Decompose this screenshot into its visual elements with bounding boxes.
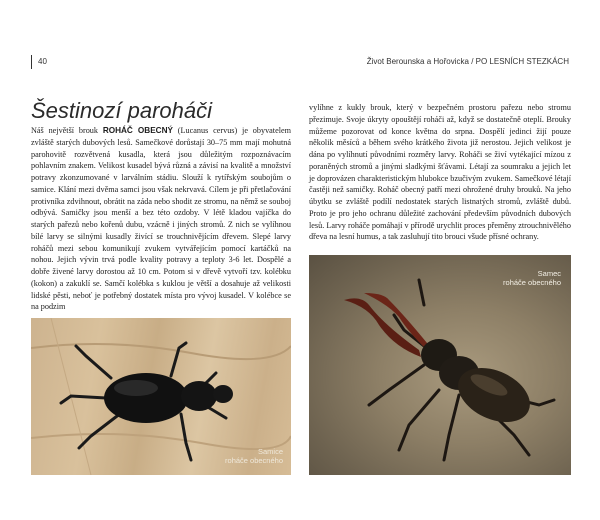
photo-male-beetle (309, 255, 571, 475)
page-number: 40 (38, 57, 47, 66)
article-column-left (31, 125, 291, 313)
caption-male (503, 269, 561, 287)
left-body-text: je obyvatelem zvláště starých dubových lesů. Samečkové dorůstají 30–75 mm mají mohutná parohovitě rozvětvená kusadla, která jsou důležitým rozpoznávacím pohlavním znakem. Velikost kusadel bývá různá a závisí na kvalitě a množství potravy zkonzumované v larválním stádiu. Slouží k rytířským soubojům o samice. Klání mezi dvěma samci jsou však nekrvavá. Cílem je při přetlačování protivníka zdvihnout, obrátit na záda nebo shodit ze stromu, na němž se souboj odbývá. Samičky jsou menší a bez této ozdoby. V létě kladou vajíčka do starých pařezů nebo kořenů dubu, vzácně i jiných stromů. Z nich se vylíhnou bílé larvy se silnými kusadly živící se trouchnivějícím dřevem. Slepé larvy roháčů mezi sebou komunikují zvukem vytvářejícím pomocí kartáčků na nohou. Jejich vývin trvá podle kvality potravy a teploty 3-6 let. Dospělé a dobře živené larvy dorostou až 10 cm. Potom si v dřevě vytvoří tzv. kolébku (kokon) a zakuklí se. Samčí kolébka s kuklou je větší a dosahuje až velikosti lidské pěsti, neboť je potřebný dostatek místa pro vývoj kusadel. V kolébce se na podzim (31, 126, 291, 312)
article-title: Šestinozí paroháči (31, 98, 212, 123)
header-divider (31, 55, 32, 69)
beetle-body (104, 373, 188, 423)
article-column-right (309, 102, 571, 243)
running-head: Život Berounska a Hořovicka / PO LESNÍCH STEZKÁCH (366, 57, 569, 66)
male-beetle-illustration (309, 255, 571, 475)
caption-male-line2: roháče obecného (503, 278, 561, 287)
caption-male-line1: Samec (537, 269, 561, 278)
photo-female-beetle (31, 318, 291, 475)
right-body-text: vylíhne z kukly brouk, který v bezpečném prostoru pařezu nebo stromu přezimuje. Svoje úkryty opouštějí roháči až, když se dostatečně oteplí. Brouky můžeme pozorovat od konce května do srpna. Dospělí jedinci žijí pouze několik měsíců a během svého krátkého života již nerostou. Jejich velikost je dána po vylíhnutí původními rozměry larvy. Roháči se živí vytékající mízou z poraněných stromů a jinými sladkými šťávami. Létají za soumraku a jejich let je doprovázen charakteristickým hlubokce bzučivým zvukem. Samečkové létají častěji než samičky. Roháč obecný patří mezi ohrožené druhy brouků. Na jeho úbytku se zvláště podílí nedostatek starých listnatých stromů, zvláště dubů. Proto je pro jeho ochranu důležité zachování především původních dubových lesů. Larvy roháče pomáhají v přírodě urychlit proces přeměny ztrouchnivělého dřeva na lesní humus, a tak zasluhují tito brouci všude přísné ochrany. (309, 103, 571, 242)
caption-female (225, 447, 283, 465)
caption-female-line2: roháče obecného (225, 456, 283, 465)
caption-female-line1: Samice (257, 447, 283, 456)
latin-name: (Lucanus cervus) (177, 126, 238, 135)
species-name: ROHÁČ OBECNÝ (102, 126, 173, 135)
intro-text: Náš největší brouk (31, 126, 103, 135)
